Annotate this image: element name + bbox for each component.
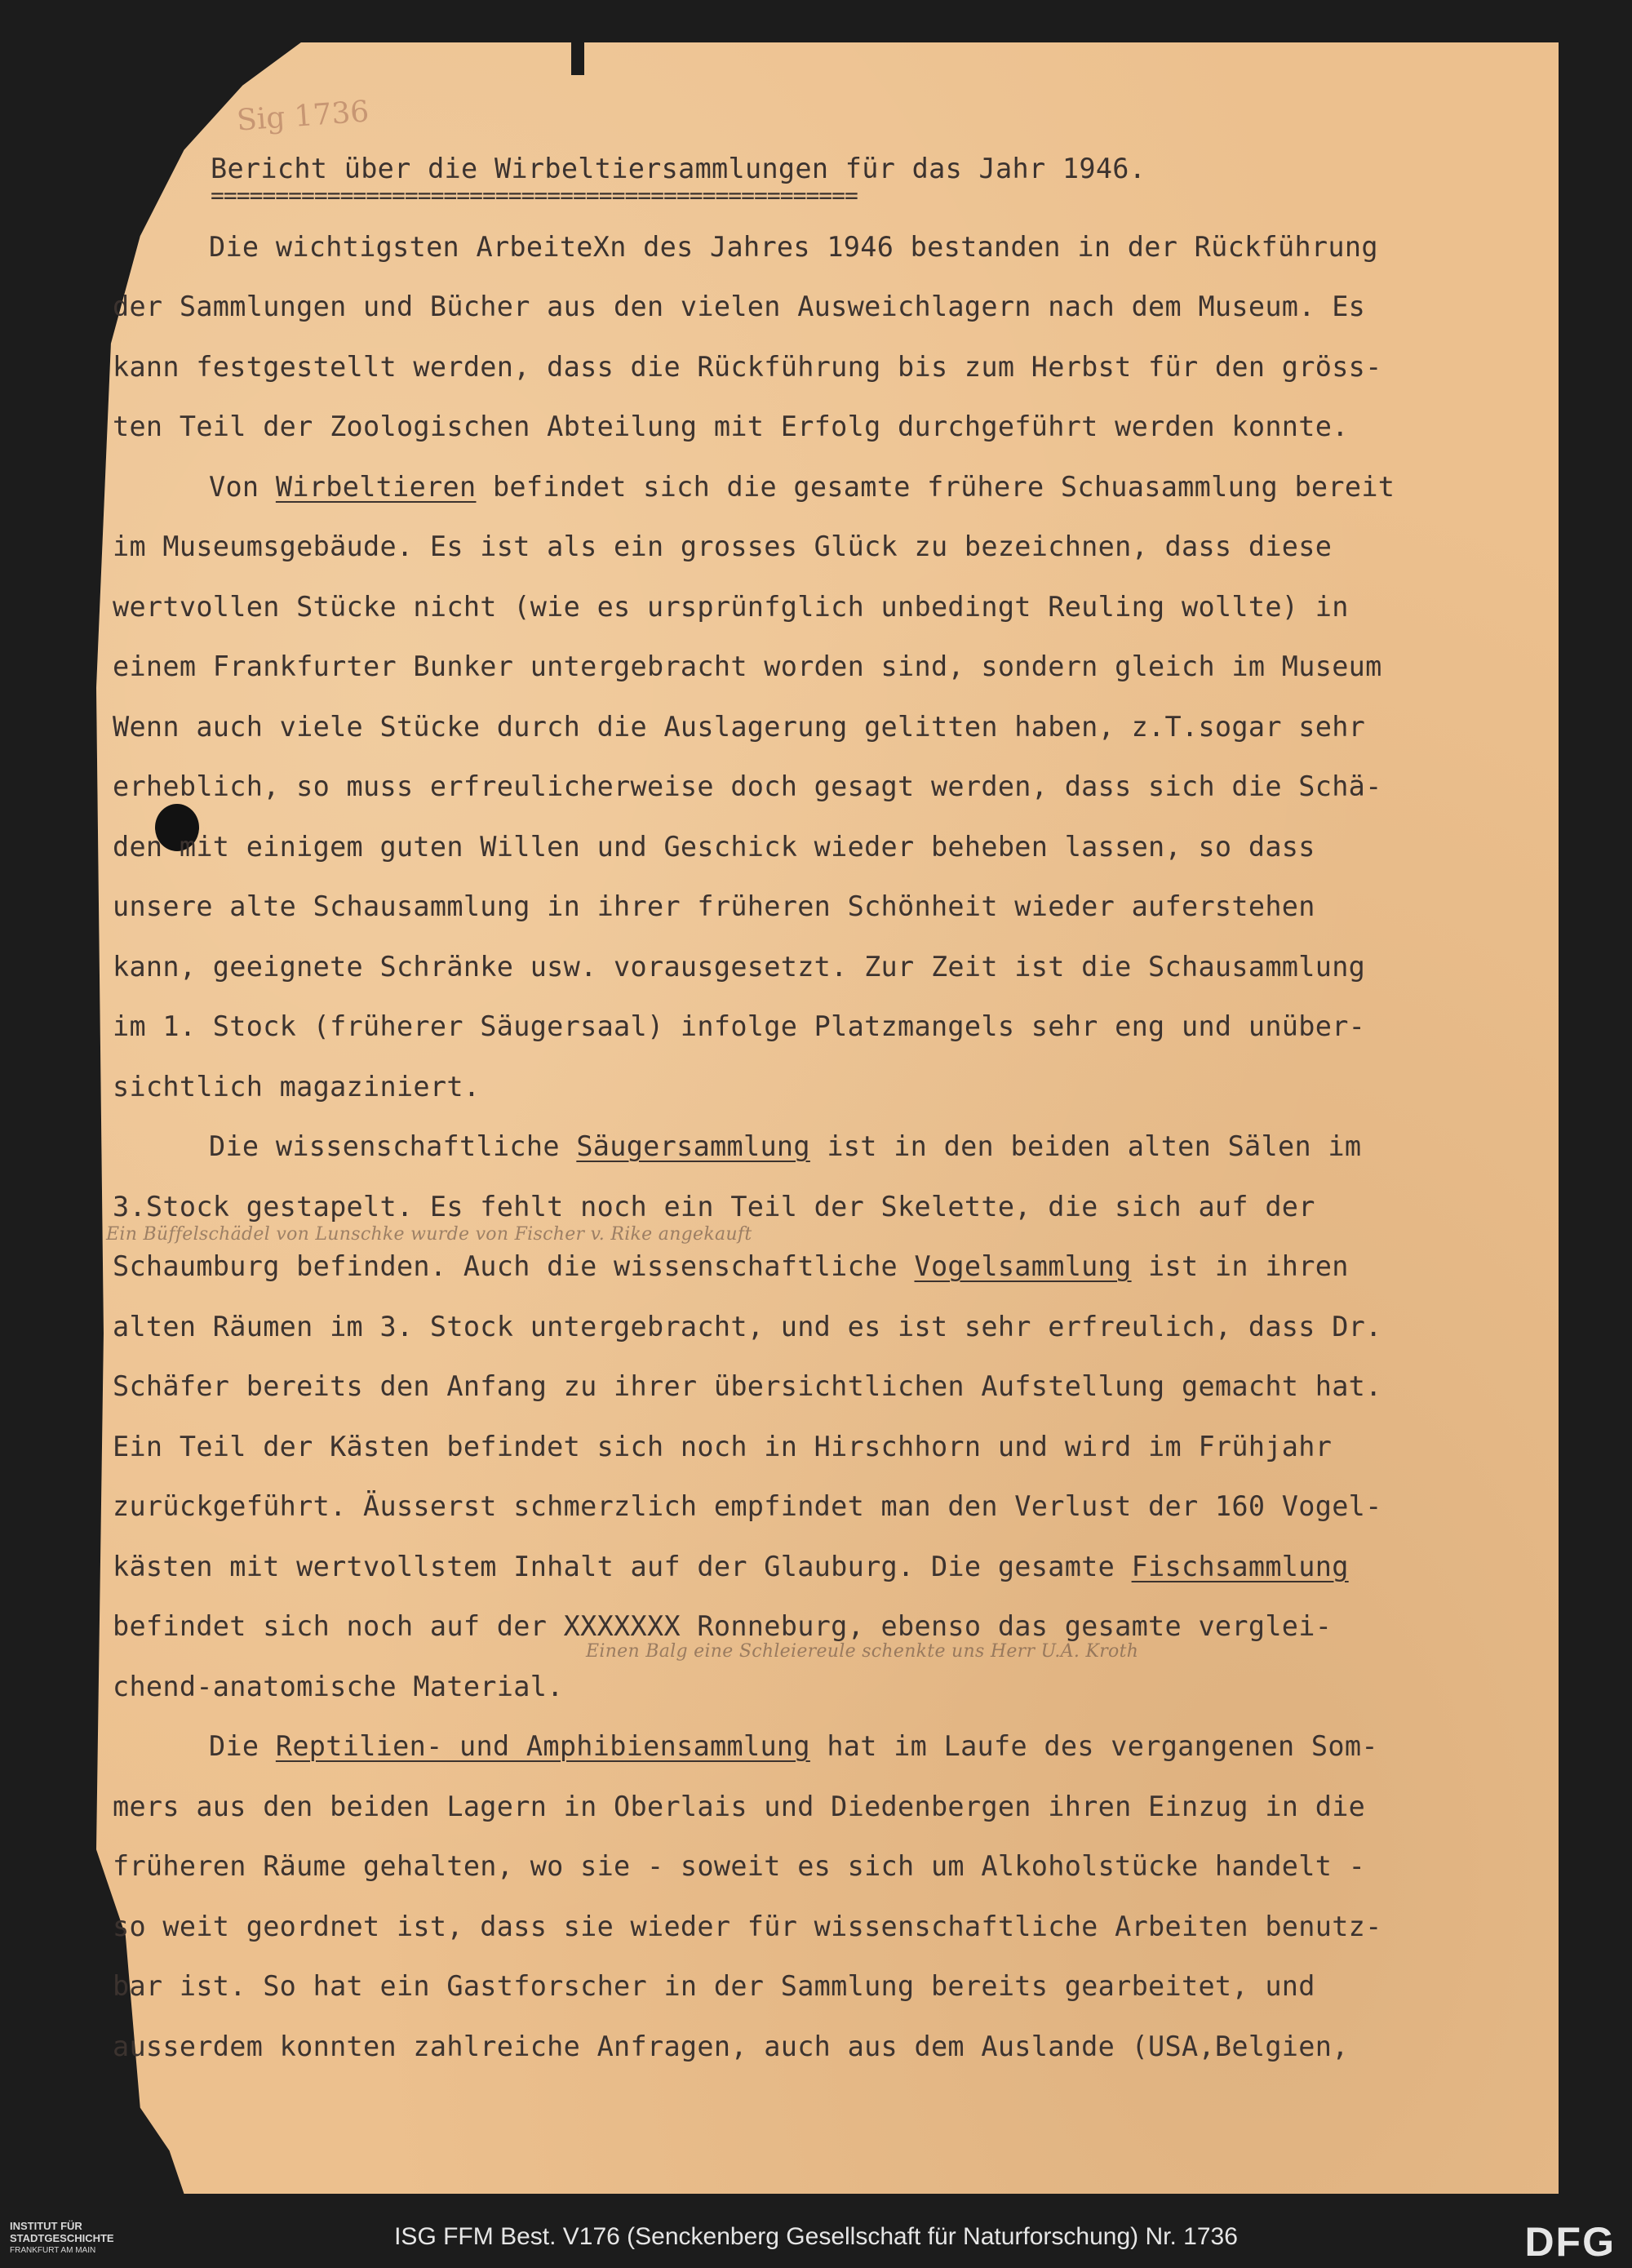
text-line [113,1116,1557,1177]
document-body [106,139,1557,2076]
text-line: der Sammlungen und Bücher aus den vielen Ausweichlagern nach dem Museum. Es [113,291,1366,322]
underlined-term: Wirbeltieren [275,470,477,503]
text-line: ausserdem konnten zahlreiche Anfragen, auch aus dem Auslande (USA,Belgien, [113,2030,1349,2062]
paper-tear [571,42,584,75]
handwritten-note: Einen Balg eine Schleiereule schenkte uns Herr U.A. Kroth [586,1641,1139,1662]
text-line: Die wichtigsten ArbeiteXn des Jahres 1946 bestanden in der Rückführung [209,230,1378,263]
logo-line: STADTGESCHICHTE [10,2232,114,2244]
pencil-signature-number: Sig 1736 [235,95,370,138]
text-line: Wenn auch viele Stücke durch die Auslagerung gelitten haben, z.T.sogar sehr [113,710,1366,743]
text-fragment: kästen mit wertvollstem Inhalt auf der Glauburg. Die gesamte [113,1550,1132,1582]
text-line: kann festgestellt werden, dass die Rückführung bis zum Herbst für den gröss- [113,350,1382,383]
archive-caption: ISG FFM Best. V176 (Senckenberg Gesellschaft für Naturforschung) Nr. 1736 [394,2223,1238,2250]
text-line: sichtlich magaziniert. [113,1070,481,1103]
logo-subline: FRANKFURT AM MAIN [10,2246,96,2255]
text-fragment: Die wissenschaftliche [209,1130,577,1162]
paragraph-4 [113,1716,1557,2076]
text-line: unsere alte Schausammlung in ihrer früheren Schönheit wieder auferstehen [113,890,1315,922]
paragraph-2 [113,457,1557,1117]
text-line [113,1716,1557,1777]
text-line: so weit geordnet ist, dass sie wieder für wissenschaftliche Arbeiten benutz- [113,1910,1382,1942]
document-title: Bericht über die Wirbeltiersammlungen für das Jahr 1946. [211,153,1146,184]
text-line: befindet sich noch auf der XXXXXXX Ronneburg, ebenso das gesamte verglei- [113,1610,1333,1642]
text-line: im 1. Stock (früherer Säugersaal) infolge Platzmangels sehr eng und unüber- [113,1010,1366,1042]
text-fragment: ist in den beiden alten Sälen im [809,1130,1362,1162]
text-fragment: befindet sich die gesamte frühere Schuasammlung bereit [476,470,1395,503]
text-line: wertvollen Stücke nicht (wie es ursprünfglich unbedingt Reuling wollte) in [113,590,1349,623]
text-fragment: hat im Laufe des vergangenen Som- [809,1730,1378,1762]
handwritten-note: Ein Büffelschädel von Lunschke wurde von Fischer v. Rike angekauft [106,1224,752,1245]
text-fragment: ist in ihren [1131,1250,1349,1282]
text-line: chend-anatomische Material. [113,1670,564,1702]
text-line [113,457,1557,517]
paragraph-1 [113,217,1557,457]
text-line: Ein Teil der Kästen befindet sich noch in Hirschhorn und wird im Frühjahr [113,1430,1333,1462]
archive-footer [0,2212,1632,2268]
dfg-logo: DFG [1524,2219,1616,2265]
title-double-underline: ================================================== [211,184,858,209]
text-fragment: Schaumburg befinden. Auch die wissenschaftliche [113,1250,915,1282]
underlined-term: Säugersammlung [576,1130,810,1162]
text-line [113,1537,1557,1597]
logo-line: INSTITUT FÜR [10,2220,82,2232]
underlined-term: Vogelsammlung [914,1250,1132,1282]
text-line: einem Frankfurter Bunker untergebracht worden sind, sondern gleich im Museum [113,650,1382,682]
text-line: ten Teil der Zoologischen Abteilung mit Erfolg durchgeführt werden konnte. [113,411,1349,442]
text-line: den mit einigem guten Willen und Geschick wieder beheben lassen, so dass [113,830,1315,863]
underlined-term: Reptilien- und Amphibiensammlung [275,1730,810,1762]
text-line: alten Räumen im 3. Stock untergebracht, und es ist sehr erfreulich, dass Dr. [113,1310,1382,1343]
text-line: mers aus den beiden Lagern in Oberlais und Diedenbergen ihren Einzug in die [113,1790,1366,1822]
text-line: 3.Stock gestapelt. Es fehlt noch ein Teil der Skelette, die sich auf der [113,1190,1315,1223]
text-line: kann, geeignete Schränke usw. vorausgesetzt. Zur Zeit ist die Schausammlung [113,950,1366,983]
text-fragment: Die [209,1730,276,1762]
text-line: früheren Räume gehalten, wo sie - soweit es sich um Alkoholstücke handelt - [113,1850,1366,1882]
text-line: bar ist. So hat ein Gastforscher in der Sammlung bereits gearbeitet, und [113,1970,1315,2002]
text-line: Schäfer bereits den Anfang zu ihrer übersichtlichen Aufstellung gemacht hat. [113,1370,1382,1402]
text-fragment: Von [209,470,276,503]
text-line: zurückgeführt. Äusserst schmerzlich empfindet man den Verlust der 160 Vogel- [113,1490,1382,1522]
underlined-term: Fischsammlung [1131,1550,1349,1582]
text-line: im Museumsgebäude. Es ist als ein grosses Glück zu bezeichnen, dass diese [113,530,1333,562]
paragraph-3 [106,1116,1557,1716]
text-line: erheblich, so muss erfreulicherweise doch gesagt werden, dass sich die Schä- [113,770,1382,802]
